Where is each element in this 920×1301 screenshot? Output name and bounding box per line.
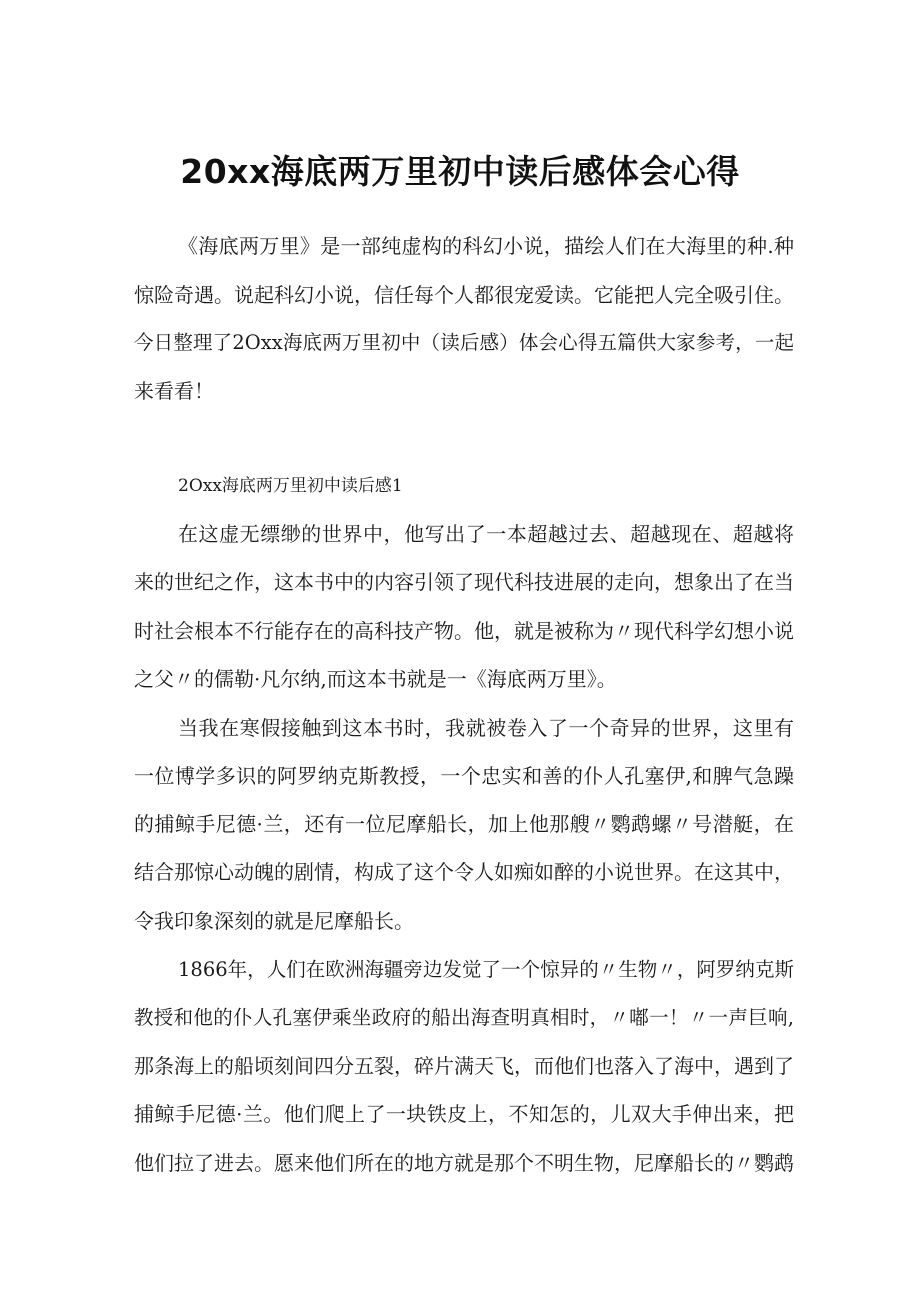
body-line: 捕鲸手尼德·兰。他们爬上了一块铁皮上，不知怎的，儿双大手伸出来，把 [134,1102,794,1126]
body-line: 令我印象深刻的就是尼摩船长。 [134,909,414,933]
body-line: 当我在寒假接触到这本书时，我就被卷入了一个奇异的世界，这里有 [178,716,794,740]
body-line: 来的世纪之作，这本书中的内容引领了现代科技进展的走向，想象出了在当 [134,570,794,594]
intro-line: 来看看！ [134,379,214,403]
body-line: 他们拉了进去。愿来他们所在的地方就是那个不明生物，尼摩船长的〃鹦鹉 [134,1151,794,1175]
body-line: 结合那惊心动魄的剧情，构成了这个令人如痴如醉的小说世界。在这其中， [134,860,794,884]
intro-line: 今日整理了2Oxx海底两万里初中（读后感）体会心得五篇供大家参考，一起 [134,331,794,354]
body-line: 那条海上的船顷刻间四分五裂，碎片满天飞，而他们也落入了海中，遇到了 [134,1054,794,1078]
page-title: 20xx海底两万里初中读后感体会心得 [180,152,740,191]
body-line: 时社会根本不行能存在的高科技产物。他，就是被称为〃现代科学幻想小说 [134,619,794,643]
section-heading: 2Oxx海底两万里初中读后感1 [178,476,403,496]
body-line: 1866年，人们在欧洲海疆旁边发觉了一个惊异的〃生物〃，阿罗纳克斯 [178,958,794,981]
body-line: 的捕鲸手尼德·兰，还有一位尼摩船长，加上他那艘〃鹦鹉螺〃号潜艇，在 [134,812,794,836]
body-line: 在这虚无缥缈的世界中，他写出了一本超越过去、超越现在、超越将 [178,522,794,546]
intro-line: 惊险奇遇。说起科幻小说，信任每个人都很宠爱读。它能把人完全吸引住。 [134,283,794,307]
body-line: 之父〃的儒勒·凡尔纳,而这本书就是一《海底两万里》。 [134,667,617,691]
body-line: 一位博学多识的阿罗纳克斯教授，一个忠实和善的仆人孔塞伊,和脾气急躁 [134,764,794,788]
body-line: 教授和他的仆人孔塞伊乘坐政府的船出海查明真相时，〃嘟一！〃一声巨响, [134,1006,794,1029]
intro-line: 《海底两万里》是一部纯虚构的科幻小说，描绘人们在大海里的种.种 [178,234,794,258]
